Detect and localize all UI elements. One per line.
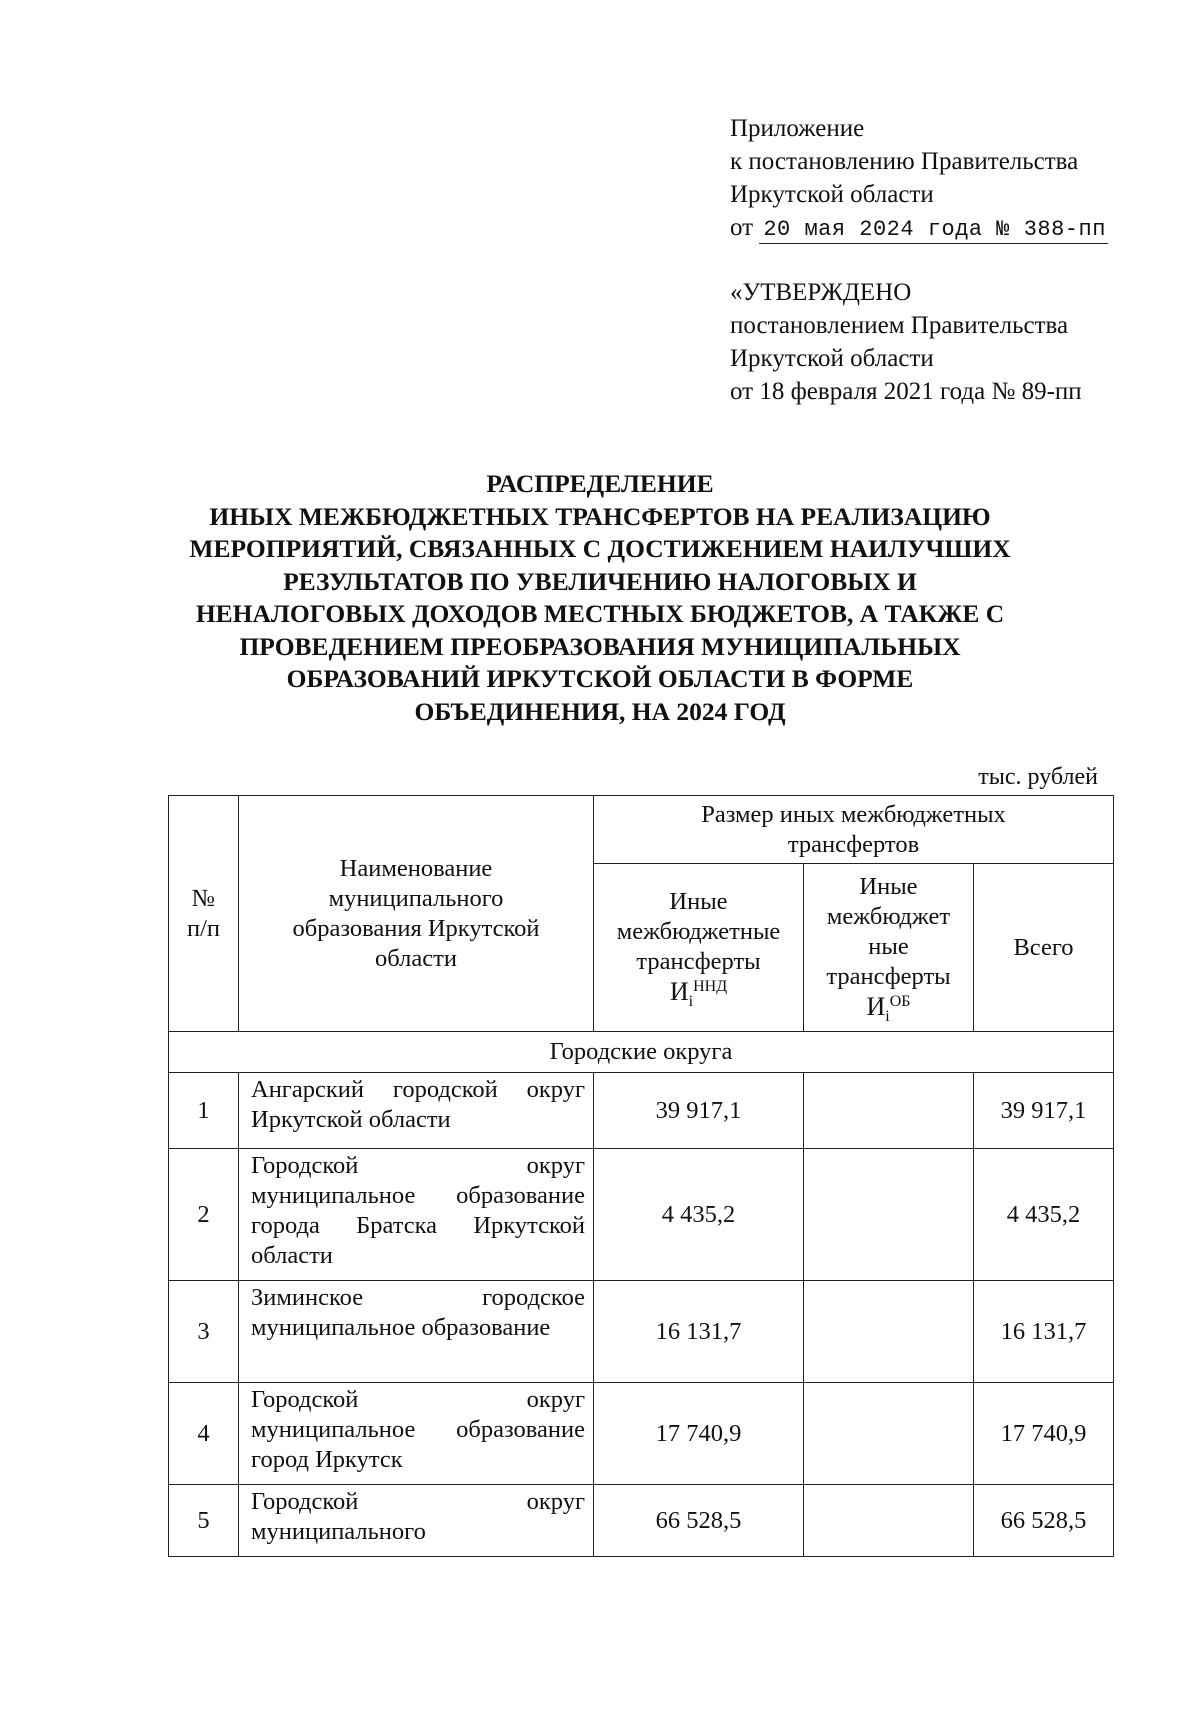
- row-total: 17 740,9: [974, 1383, 1114, 1485]
- row-name: Городской округ муниципальное образование города Братска Иркутской области: [239, 1149, 594, 1281]
- symbol-sub: i: [885, 1007, 890, 1025]
- appendix-date-prefix: от: [730, 214, 754, 241]
- appendix-decree-number: 20 мая 2024 года № 388-пп: [759, 217, 1108, 244]
- row-nnd: 4 435,2: [594, 1149, 804, 1281]
- approved-block: [730, 276, 1150, 408]
- header-number-line: №: [191, 884, 216, 912]
- row-total: 39 917,1: [974, 1073, 1114, 1149]
- table-row: [169, 1485, 1114, 1557]
- header-number: [169, 796, 239, 1032]
- document-title: [150, 468, 1050, 728]
- header-nnd-symbol: [600, 977, 797, 1008]
- row-total: 16 131,7: [974, 1281, 1114, 1383]
- row-name: Зиминское городское муниципальное образование: [239, 1281, 594, 1383]
- header-total: Всего: [974, 864, 1114, 1032]
- header-ob-symbol: [810, 992, 967, 1023]
- symbol-sup: ННД: [693, 977, 728, 995]
- header-size: [594, 796, 1114, 864]
- header-name: [239, 796, 594, 1032]
- header-ob-line: трансферты: [826, 963, 951, 990]
- header-number-line: п/п: [186, 914, 221, 942]
- approved-line-4: от 18 февраля 2021 года № 89-пп: [730, 378, 1082, 405]
- row-number: 5: [169, 1485, 239, 1557]
- header-ob-line: межбюджет: [826, 903, 951, 930]
- row-nnd: 39 917,1: [594, 1073, 804, 1149]
- header-size-line: трансфертов: [787, 830, 920, 858]
- table-row: [169, 1383, 1114, 1485]
- approved-line-2: постановлением Правительства: [730, 312, 1069, 339]
- header-ob: [804, 864, 974, 1032]
- row-ob: [804, 1383, 974, 1485]
- row-name: Городской округ муниципального: [239, 1485, 594, 1557]
- table-row: [169, 1149, 1114, 1281]
- row-number: 4: [169, 1383, 239, 1485]
- row-ob: [804, 1281, 974, 1383]
- title-line: ОБЪЕДИНЕНИЯ, НА 2024 ГОД: [414, 696, 786, 726]
- header-ob-line: ные: [868, 933, 909, 960]
- header-name-line: образования Иркутской: [292, 914, 540, 942]
- row-ob: [804, 1149, 974, 1281]
- row-total: 4 435,2: [974, 1149, 1114, 1281]
- symbol-sub: i: [688, 992, 694, 1010]
- row-name: Городской округ муниципальное образование город Иркутск: [239, 1383, 594, 1485]
- appendix-block: [730, 112, 1150, 246]
- approved-line-3: Иркутской области: [730, 345, 934, 372]
- header-nnd-line: трансферты: [636, 948, 761, 975]
- row-number: 3: [169, 1281, 239, 1383]
- title-line: ПРОВЕДЕНИЕМ ПРЕОБРАЗОВАНИЯ МУНИЦИПАЛЬНЫХ: [239, 631, 961, 661]
- row-number: 1: [169, 1073, 239, 1149]
- row-ob: [804, 1485, 974, 1557]
- table-header-row: [169, 796, 1114, 864]
- title-line: МЕРОПРИЯТИЙ, СВЯЗАННЫХ С ДОСТИЖЕНИЕМ НАИЛУЧШИХ: [189, 534, 1011, 563]
- section-row: [169, 1032, 1114, 1073]
- title-line: РАСПРЕДЕЛЕНИЕ: [486, 469, 714, 498]
- appendix-line-4: [730, 211, 1150, 246]
- table-row: [169, 1073, 1114, 1149]
- header-ob-line: Иные: [859, 873, 918, 900]
- header-name-line: области: [375, 944, 457, 972]
- symbol-base: И: [669, 977, 689, 1006]
- table-row: [169, 1281, 1114, 1383]
- approved-line-1: «УТВЕРЖДЕНО: [730, 279, 912, 306]
- title-line: ОБРАЗОВАНИЙ ИРКУТСКОЙ ОБЛАСТИ В ФОРМЕ: [286, 664, 914, 693]
- title-line: ИНЫХ МЕЖБЮДЖЕТНЫХ ТРАНСФЕРТОВ НА РЕАЛИЗАЦИЮ: [209, 501, 991, 531]
- row-nnd: 16 131,7: [594, 1281, 804, 1383]
- symbol-sup: ОБ: [889, 992, 911, 1010]
- appendix-line-3: Иркутской области: [730, 181, 934, 208]
- row-name: Ангарский городской округ Иркутской области: [239, 1073, 594, 1149]
- symbol-base: И: [866, 992, 886, 1021]
- header-nnd-line: межбюджетные: [616, 918, 781, 945]
- units-label: тыс. рублей: [978, 764, 1098, 790]
- row-nnd: 17 740,9: [594, 1383, 804, 1485]
- header-name-line: муниципального: [328, 884, 504, 912]
- row-number: 2: [169, 1149, 239, 1281]
- appendix-line-1: Приложение: [730, 115, 865, 142]
- section-title: Городские округа: [169, 1032, 1114, 1073]
- distribution-table: [168, 795, 1114, 1557]
- row-ob: [804, 1073, 974, 1149]
- header-name-line: Наименование: [339, 854, 493, 882]
- row-total: 66 528,5: [974, 1485, 1114, 1557]
- header-nnd-line: Иные: [669, 888, 728, 915]
- title-line: НЕНАЛОГОВЫХ ДОХОДОВ МЕСТНЫХ БЮДЖЕТОВ, А ТАКЖЕ С: [195, 599, 1005, 628]
- appendix-line-2: к постановлению Правительства: [730, 148, 1079, 175]
- title-line: РЕЗУЛЬТАТОВ ПО УВЕЛИЧЕНИЮ НАЛОГОВЫХ И: [283, 566, 917, 596]
- header-nnd: [594, 864, 804, 1032]
- header-size-line: Размер иных межбюджетных: [701, 800, 1006, 828]
- row-nnd: 66 528,5: [594, 1485, 804, 1557]
